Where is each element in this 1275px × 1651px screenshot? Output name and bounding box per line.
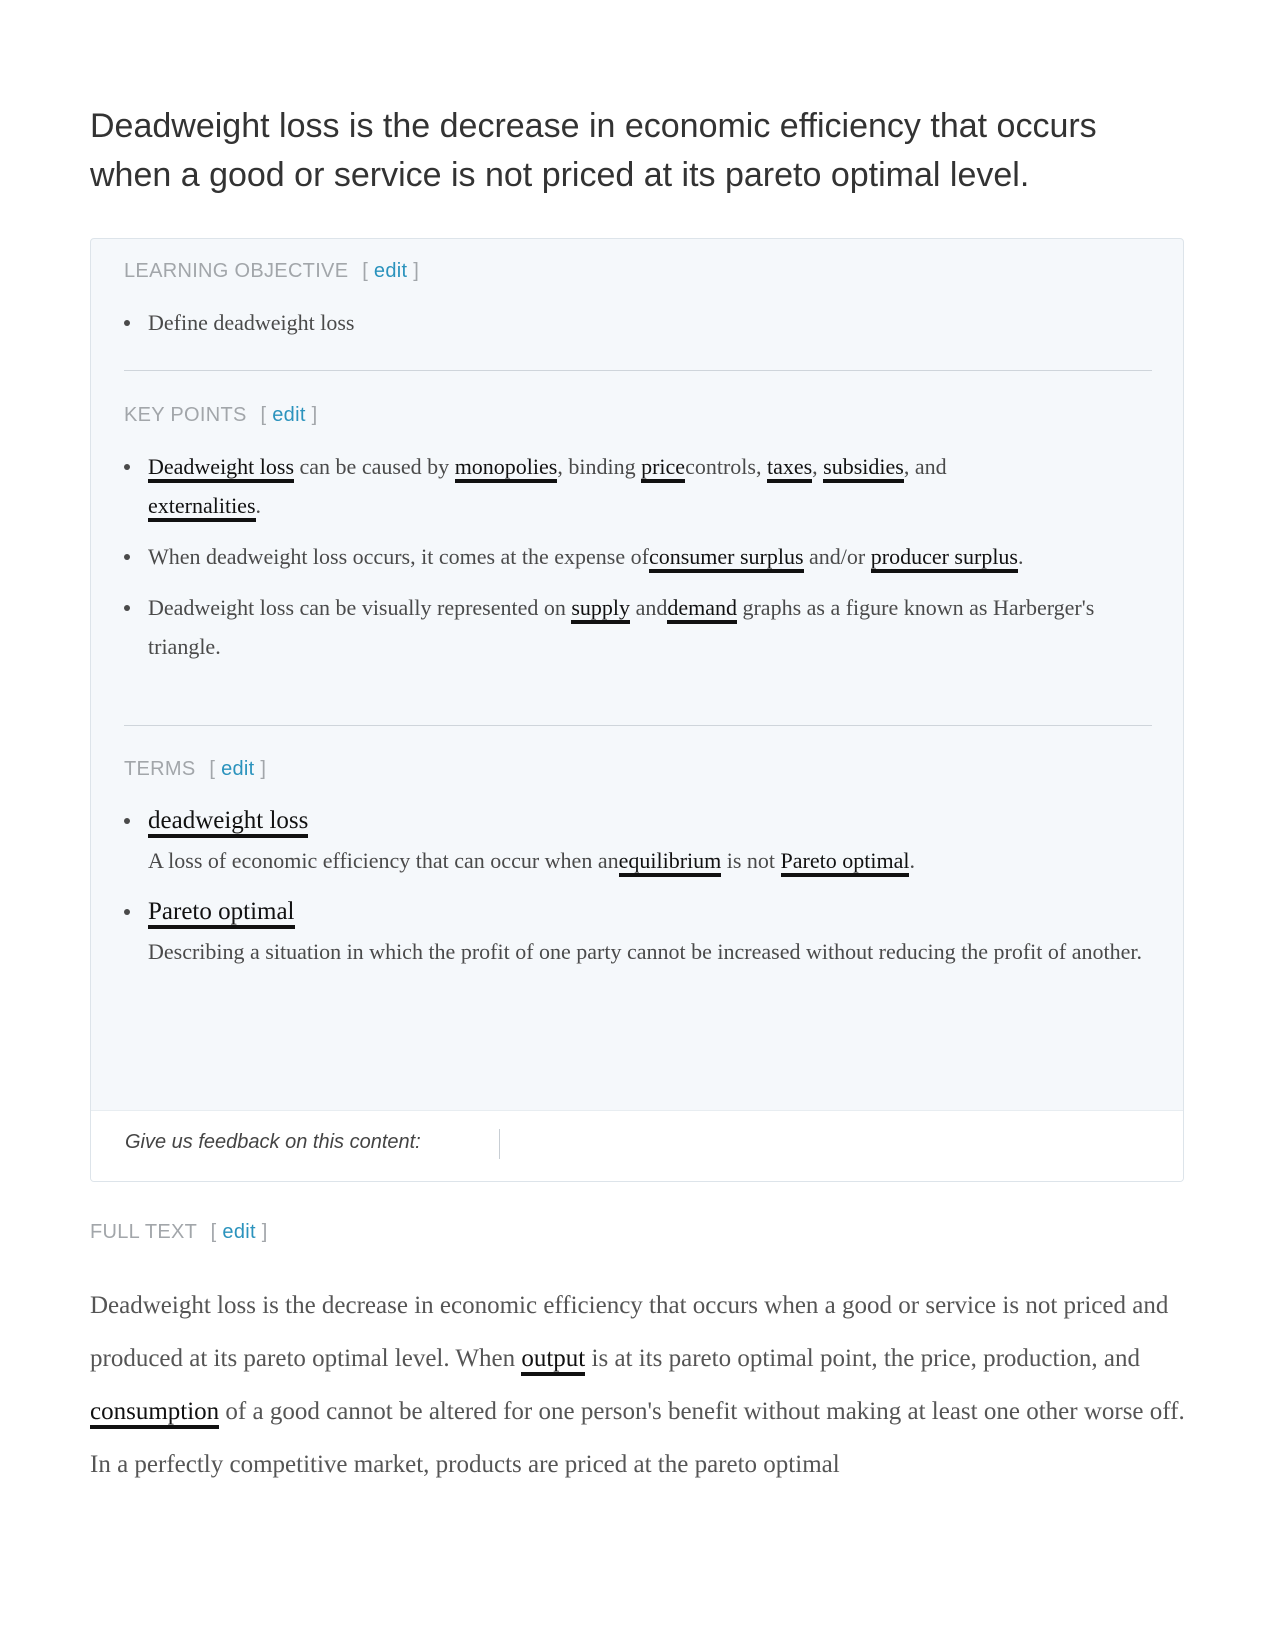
full-text-edit-link[interactable]: edit xyxy=(222,1221,256,1243)
page-headline: Deadweight loss is the decrease in economic efficiency that occurs when a good or service is not priced at its pareto optimal level. xyxy=(90,107,1097,194)
list-item: Deadweight loss can be visually represented on supply anddemand graphs as a figure known as Harberger's triangle. xyxy=(124,588,1124,666)
key-points-section: KEY POINTS [ edit ] Deadweight loss can be caused by monopolies, binding pricecontrols, taxes, subsidies, and externalities. When deadweight loss occurs, it comes at the expense ofconsumer surplus and/or producer surplus. Deadweight loss can be visually represented on supply anddemand graphs as a figure known as Harberger's triangle. xyxy=(124,403,1152,666)
list-item xyxy=(124,801,1152,880)
feedback-separator xyxy=(499,1129,500,1159)
learning-objective-edit-link[interactable]: edit xyxy=(373,260,408,282)
glossary-link-consumption[interactable]: consumption xyxy=(90,1398,219,1429)
glossary-link-taxes[interactable]: taxes xyxy=(767,454,812,483)
glossary-link-price[interactable]: price xyxy=(641,454,685,483)
learning-objective-list xyxy=(124,303,1152,342)
glossary-link-demand[interactable]: demand xyxy=(667,595,737,624)
full-text-label: FULL TEXT xyxy=(90,1221,197,1243)
list-item: Deadweight loss can be caused by monopolies, binding pricecontrols, taxes, subsidies, and externalities. xyxy=(124,447,1024,525)
glossary-link-consumer-surplus[interactable]: consumer surplus xyxy=(649,544,804,573)
summary-box xyxy=(90,238,1184,1182)
glossary-link-producer-surplus[interactable]: producer surplus xyxy=(871,544,1018,573)
feedback-label: Give us feedback on this content: xyxy=(125,1131,421,1153)
list-item: Define deadweight loss xyxy=(124,303,1152,342)
learning-objective-section: LEARNING OBJECTIVE [ edit ] Define deadweight loss xyxy=(124,259,1152,342)
key-points-edit-link[interactable]: edit xyxy=(272,404,306,426)
divider xyxy=(124,725,1152,726)
list-item: When deadweight loss occurs, it comes at the expense ofconsumer surplus and/or producer surplus. xyxy=(124,537,1124,576)
learning-objective-label: LEARNING OBJECTIVE xyxy=(124,260,349,282)
glossary-link-deadweight-loss[interactable]: Deadweight loss xyxy=(148,454,294,483)
full-text-header: FULL TEXT [ edit ] xyxy=(90,1221,268,1243)
key-points-list-cont xyxy=(124,537,1124,666)
divider xyxy=(124,370,1152,371)
key-points-list xyxy=(124,447,1024,525)
terms-label: TERMS xyxy=(124,758,196,780)
terms-section: TERMS [ edit ] deadweight loss A loss of economic efficiency that can occur when anequilibrium is not Pareto optimal. Pareto optimal Describing a situation in which the profit of one party cannot be increased without reducing the profit of another. xyxy=(124,757,1152,971)
glossary-link-externalities[interactable]: externalities xyxy=(148,493,256,522)
term-definition: A loss of economic efficiency that can occur when anequilibrium is not Pareto optimal. xyxy=(148,841,1152,880)
list-item xyxy=(124,892,1152,971)
glossary-link-equilibrium[interactable]: equilibrium xyxy=(619,848,722,877)
terms-list xyxy=(124,801,1152,971)
glossary-link-pareto-optimal[interactable]: Pareto optimal xyxy=(781,848,910,877)
term-definition: Describing a situation in which the profit of one party cannot be increased without reducing the profit of another. xyxy=(148,939,1142,964)
term-title-deadweight-loss[interactable]: deadweight loss xyxy=(148,807,308,838)
glossary-link-supply[interactable]: supply xyxy=(571,595,630,624)
glossary-link-subsidies[interactable]: subsidies xyxy=(823,454,904,483)
glossary-link-monopolies[interactable]: monopolies xyxy=(455,454,558,483)
terms-edit-link[interactable]: edit xyxy=(221,758,255,780)
full-text-body: Deadweight loss is the decrease in economic efficiency that occurs when a good or service is not priced and produced at its pareto optimal level. When output is at its pareto optimal point, the price, production, and consumption of a good cannot be altered for one person's benefit without making at least one other worse off. In a perfectly competitive market, products are priced at the pareto optimal xyxy=(90,1292,1185,1478)
key-points-label: KEY POINTS xyxy=(124,404,247,426)
glossary-link-output[interactable]: output xyxy=(521,1345,585,1376)
term-title-pareto-optimal[interactable]: Pareto optimal xyxy=(148,898,295,929)
feedback-bar xyxy=(91,1110,1183,1181)
